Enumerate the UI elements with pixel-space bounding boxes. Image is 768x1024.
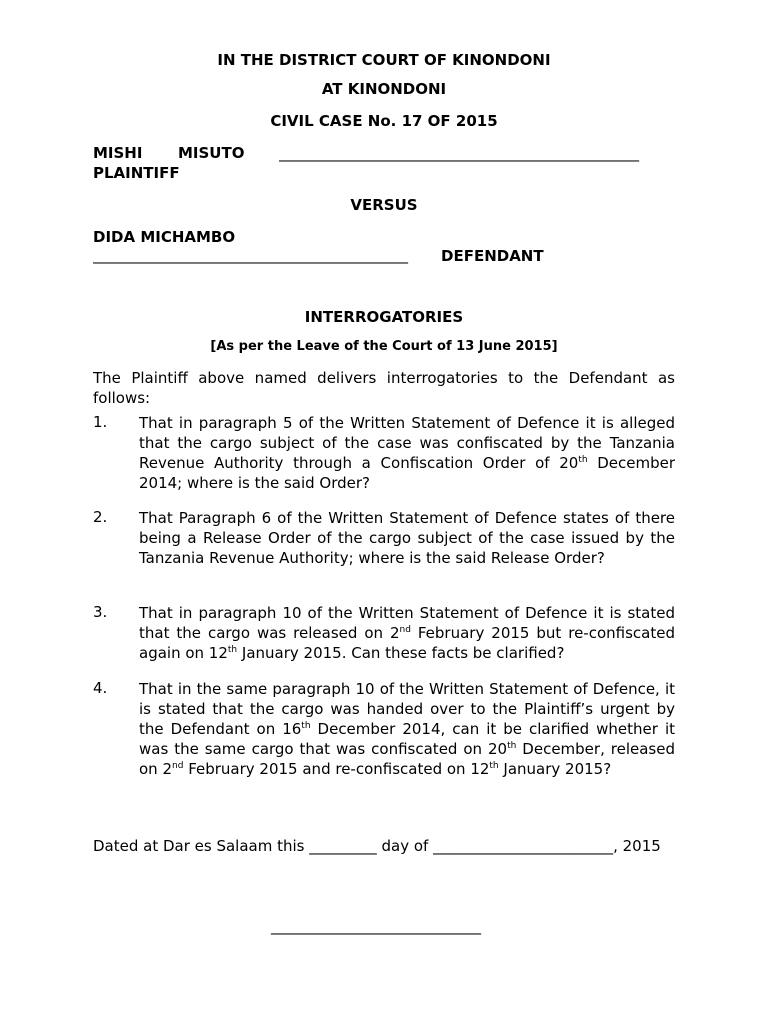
defendant-underline: __________________________________________ [93, 246, 408, 264]
document-subtitle: [As per the Leave of the Court of 13 June 2015] [210, 339, 558, 354]
plaintiff-name-first: MISHI [93, 144, 143, 162]
plaintiff-underline: ________________________________________________ [279, 144, 639, 162]
intro-paragraph: The Plaintiff above named delivers interrogatories to the Defendant as follows: [93, 369, 675, 407]
document-title: INTERROGATORIES [304, 308, 464, 326]
case-number: CIVIL CASE No. 17 OF 2015 [270, 112, 498, 130]
item-text: That in paragraph 5 of the Written Statement of Defence it is alleged that the cargo subject of the case was confiscated by the Tanzania Revenue Authority through a Confiscation Order of 20th December 2014; where is the said Order? [139, 414, 675, 492]
defendant-label: DEFENDANT [441, 247, 544, 265]
item-number: 2. [93, 508, 108, 526]
item-number: 3. [93, 603, 108, 621]
item-text: That in paragraph 10 of the Written Statement of Defence it is stated that the cargo was released on 2nd February 2015 but re-confiscated again on 12th January 2015. Can these facts be clarified? [139, 604, 675, 662]
court-heading: IN THE DISTRICT COURT OF KINONDONI [217, 51, 551, 69]
court-location: AT KINONDONI [321, 80, 447, 98]
plaintiff-label: PLAINTIFF [93, 164, 180, 182]
item-number: 1. [93, 413, 108, 431]
defendant-name: DIDA MICHAMBO [93, 228, 236, 246]
item-text: That Paragraph 6 of the Written Statement of Defence states of there being a Release Order of the cargo subject of the case issued by the Tanzania Revenue Authority; where is the said Release Order? [139, 509, 675, 567]
dated-line: Dated at Dar es Salaam this _________ day of ________________________, 2015 [93, 837, 661, 855]
signature-line: ____________________________ [271, 917, 481, 935]
versus-label: VERSUS [350, 196, 418, 214]
plaintiff-name-last: MISUTO [178, 144, 245, 162]
item-number: 4. [93, 679, 108, 697]
item-text: That in the same paragraph 10 of the Written Statement of Defence, it is stated that the cargo was handed over to the Plaintiff’s urgent by the Defendant on 16th December 2014, can it be clarified whether it was the same cargo that was confiscated on 20th December, released on 2nd February 2015 and re-confiscated on 12th January 2015? [139, 680, 675, 778]
